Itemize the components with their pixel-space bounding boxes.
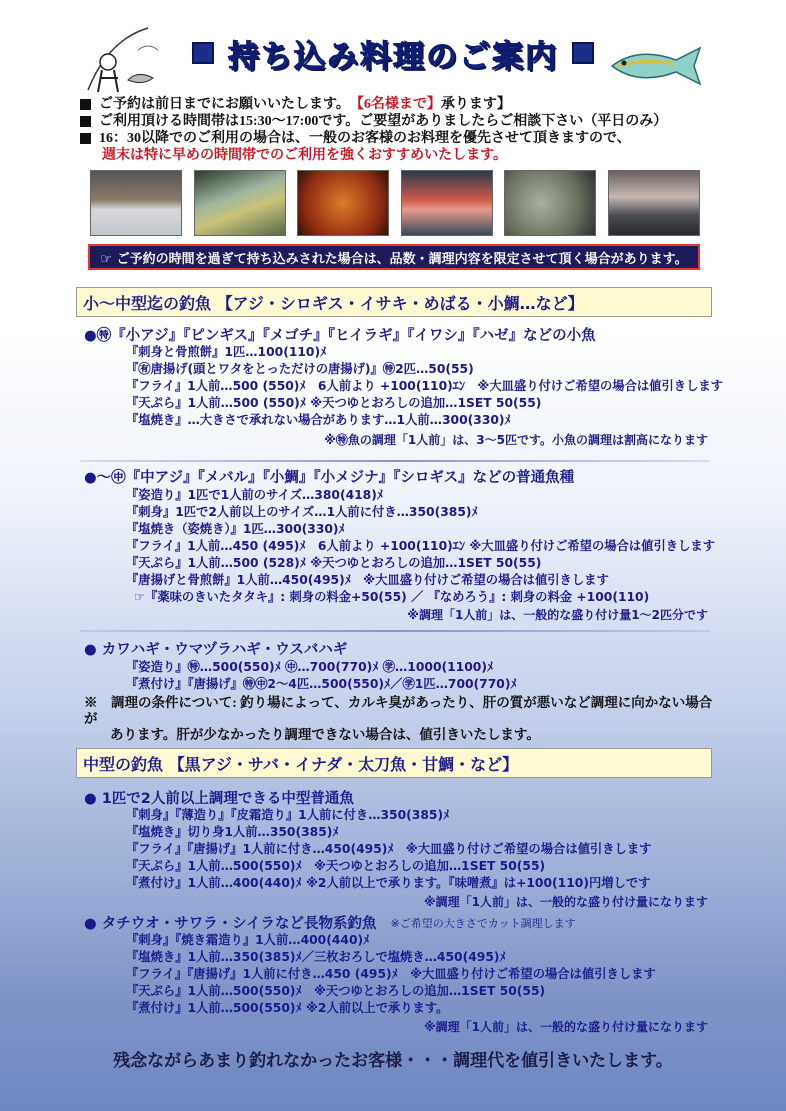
title-square-right xyxy=(572,42,594,64)
note-text: ご利用頂ける時間帯は15:30～17:00です。ご要望がありましたらご相談下さい（平日のみ） xyxy=(99,114,668,129)
menu-item: 『刺身』1匹で2人前以上のサイズ…1人前に付き…350(385)ﾒ xyxy=(126,505,478,519)
menu-item: 『フライ』『唐揚げ』1人前に付き…450(495)ﾒ ※大皿盛り付けご希望の場合は値引きします xyxy=(126,842,652,856)
section1-sub2-note: ※調理「1人前」は、一般的な盛り付け量1～2匹分です xyxy=(407,608,708,622)
menu-item: 『天ぷら』1人前…500 (528)ﾒ ※天つゆとおろしの追加…1SET 50(55) xyxy=(126,556,542,570)
section2-sub2-title: ● タチウオ・サワラ・シイラなど長物系釣魚 xyxy=(84,916,377,932)
section2-header: 中型の釣魚 【黒アジ・サバ・イナダ・太刀魚・甘鯛・など】 xyxy=(76,748,712,778)
divider xyxy=(80,630,710,632)
section1-sub3-head: ● カワハギ・ウマヅラハギ・ウスバハギ xyxy=(84,642,348,658)
photo-large-fish xyxy=(608,170,700,236)
caution-note xyxy=(84,695,714,743)
photo-fish-catch xyxy=(90,170,182,236)
reservation-notes xyxy=(80,96,720,164)
photo-red-snapper xyxy=(401,170,493,236)
fish-illustration xyxy=(608,42,704,88)
section1-sub1-items xyxy=(126,344,726,429)
section1-header: 小～中型迄の釣魚 【アジ・シロギス・イサキ・めばる・小鯛…など】 xyxy=(76,287,712,317)
bullet-square xyxy=(80,99,91,110)
menu-item: 『フライ』1人前…500 (550)ﾒ 6人前より +100(110)ｴﾝ ※大皿盛り付けご希望の場合は値引きします xyxy=(126,379,723,393)
footer-message: 残念ながらあまり釣れなかったお客様・・・調理代を値引きいたします。 xyxy=(113,1051,673,1070)
menu-item: 『塩焼き』1人前…350(385)ﾒ／三枚おろしで塩焼き…450(495)ﾒ xyxy=(126,950,506,964)
section1-sub1-note: ※㊕魚の調理「1人前」は、3～5匹です。小魚の調理は割高になります xyxy=(324,433,708,447)
menu-item: 『塩焼き（姿焼き）』1匹…300(330)ﾒ xyxy=(126,522,345,536)
section2-sub2-head xyxy=(84,912,576,933)
section2-sub2-head-note: ※ご希望の大きさでカット調理します xyxy=(390,916,576,930)
divider xyxy=(80,460,710,462)
photo-filefish xyxy=(504,170,596,236)
title-square-left xyxy=(192,42,214,64)
menu-item: 『フライ』1人前…450 (495)ﾒ 6人前より +100(110)ｴﾝ ※大皿盛り付けご希望の場合は値引きします xyxy=(126,539,715,553)
section2-sub1-note: ※調理「1人前」は、一般的な盛り付け量になります xyxy=(423,895,708,909)
section2-sub2-items xyxy=(126,932,726,1017)
menu-item: 『刺身』『薄造り』『皮霜造り』1人前に付き…350(385)ﾒ xyxy=(126,808,450,822)
section2-sub1-items xyxy=(126,807,726,892)
caution-line-1: ※ 調理の条件について: 釣り場によって、カルキ臭があったり、肝の質が悪いなど調理に向かない場合が xyxy=(84,695,713,726)
note-red-text: 【6名様まで】 xyxy=(349,97,441,112)
photo-strip xyxy=(90,170,700,236)
menu-item: 『塩焼き』…大きさで承れない場合があります…1人前…300(330)ﾒ xyxy=(126,413,511,427)
note-text: 承ります】 xyxy=(440,97,511,112)
menu-item: 『姿造り』1匹で1人前のサイズ…380(418)ﾒ xyxy=(126,488,384,502)
section1-sub3-items xyxy=(126,659,726,693)
menu-item: 『刺身』『焼き霜造り』1人前…400(440)ﾒ xyxy=(126,933,370,947)
note-line-1 xyxy=(80,96,720,113)
section1-sub2-items xyxy=(126,487,726,606)
menu-item: 『塩焼き』切り身1人前…350(385)ﾒ xyxy=(126,825,339,839)
menu-item: ☞『薬味のきいたタタキ』: 刺身の料金+50(55) ／ 『なめろう』: 刺身の料金 +100(110) xyxy=(134,590,650,604)
caution-line-2: あります。肝が少なかったり調理できない場合は、値引きいたします。 xyxy=(110,727,540,742)
title-text: 持ち込み料理のご案内 xyxy=(228,38,558,75)
section2-sub2-note: ※調理「1人前」は、一般的な盛り付け量になります xyxy=(423,1020,708,1034)
photo-horse-mackerel xyxy=(194,170,286,236)
page-title xyxy=(158,30,628,76)
section1-sub2-head: ●～㊥『中アジ』『メバル』『小鯛』『小メジナ』『シロギス』などの普通魚種 xyxy=(84,470,575,486)
menu-item: 『㊒唐揚げ(頭とワタをとっただけの唐揚げ)』㊕2匹…50(55) xyxy=(126,362,474,376)
menu-item: 『天ぷら』1人前…500(550)ﾒ ※天つゆとおろしの追加…1SET 50(55) xyxy=(126,859,546,873)
section1-sub1-head: ●㊕『小アジ』『ピンギス』『メゴチ』『ヒイラギ』『イワシ』『ハゼ』などの小魚 xyxy=(84,328,596,344)
bullet-square xyxy=(80,133,91,144)
bullet-square xyxy=(80,116,91,127)
menu-item: 『煮付け』1人前…400(440)ﾒ ※2人前以上で承ります。『味噌煮』は+100(110)円増しです xyxy=(126,876,651,890)
menu-item: 『煮付け』『唐揚げ』㊕㊥2～4匹…500(550)ﾒ／㊫1匹…700(770)ﾒ xyxy=(126,677,517,691)
menu-item: 『天ぷら』1人前…500(550)ﾒ ※天つゆとおろしの追加…1SET 50(55) xyxy=(126,984,546,998)
menu-item: 『フライ』『唐揚げ』1人前に付き…450 (495)ﾒ ※大皿盛り付けご希望の場合は値引きします xyxy=(126,967,656,981)
menu-item: 『姿造り』㊕…500(550)ﾒ ㊥…700(770)ﾒ ㊫…1000(1100)ﾒ xyxy=(126,660,494,674)
menu-item: 『天ぷら』1人前…500 (550)ﾒ ※天つゆとおろしの追加…1SET 50(55) xyxy=(126,396,542,410)
note-text: ご予約は前日までにお願いいたします。 xyxy=(99,97,350,112)
menu-item: 『煮付け』1人前…500(550)ﾒ ※2人前以上で承ります。 xyxy=(126,1001,449,1015)
menu-item: 『唐揚げと骨煎餅』1人前…450(495)ﾒ ※大皿盛り付けご希望の場合は値引きします xyxy=(126,573,609,587)
note-text: 16：30以降でのご利用の場合は、一般のお客様のお料理を優先させて頂きますので、 xyxy=(99,131,631,146)
note-line-3 xyxy=(80,130,720,147)
menu-item: 『刺身と骨煎餅』1匹…100(110)ﾒ xyxy=(126,345,327,359)
warning-banner: ☞ ご予約の時間を過ぎて持ち込みされた場合は、品数・調理内容を限定させて頂く場合があります。 xyxy=(88,244,700,270)
photo-fried-fish xyxy=(297,170,389,236)
note-line-4: 週末は特に早めの時間帯でのご利用を強くおすすめいたします。 xyxy=(102,148,508,163)
note-line-2 xyxy=(80,113,720,130)
section2-sub1-head: ● 1匹で2人前以上調理できる中型普通魚 xyxy=(84,791,354,807)
